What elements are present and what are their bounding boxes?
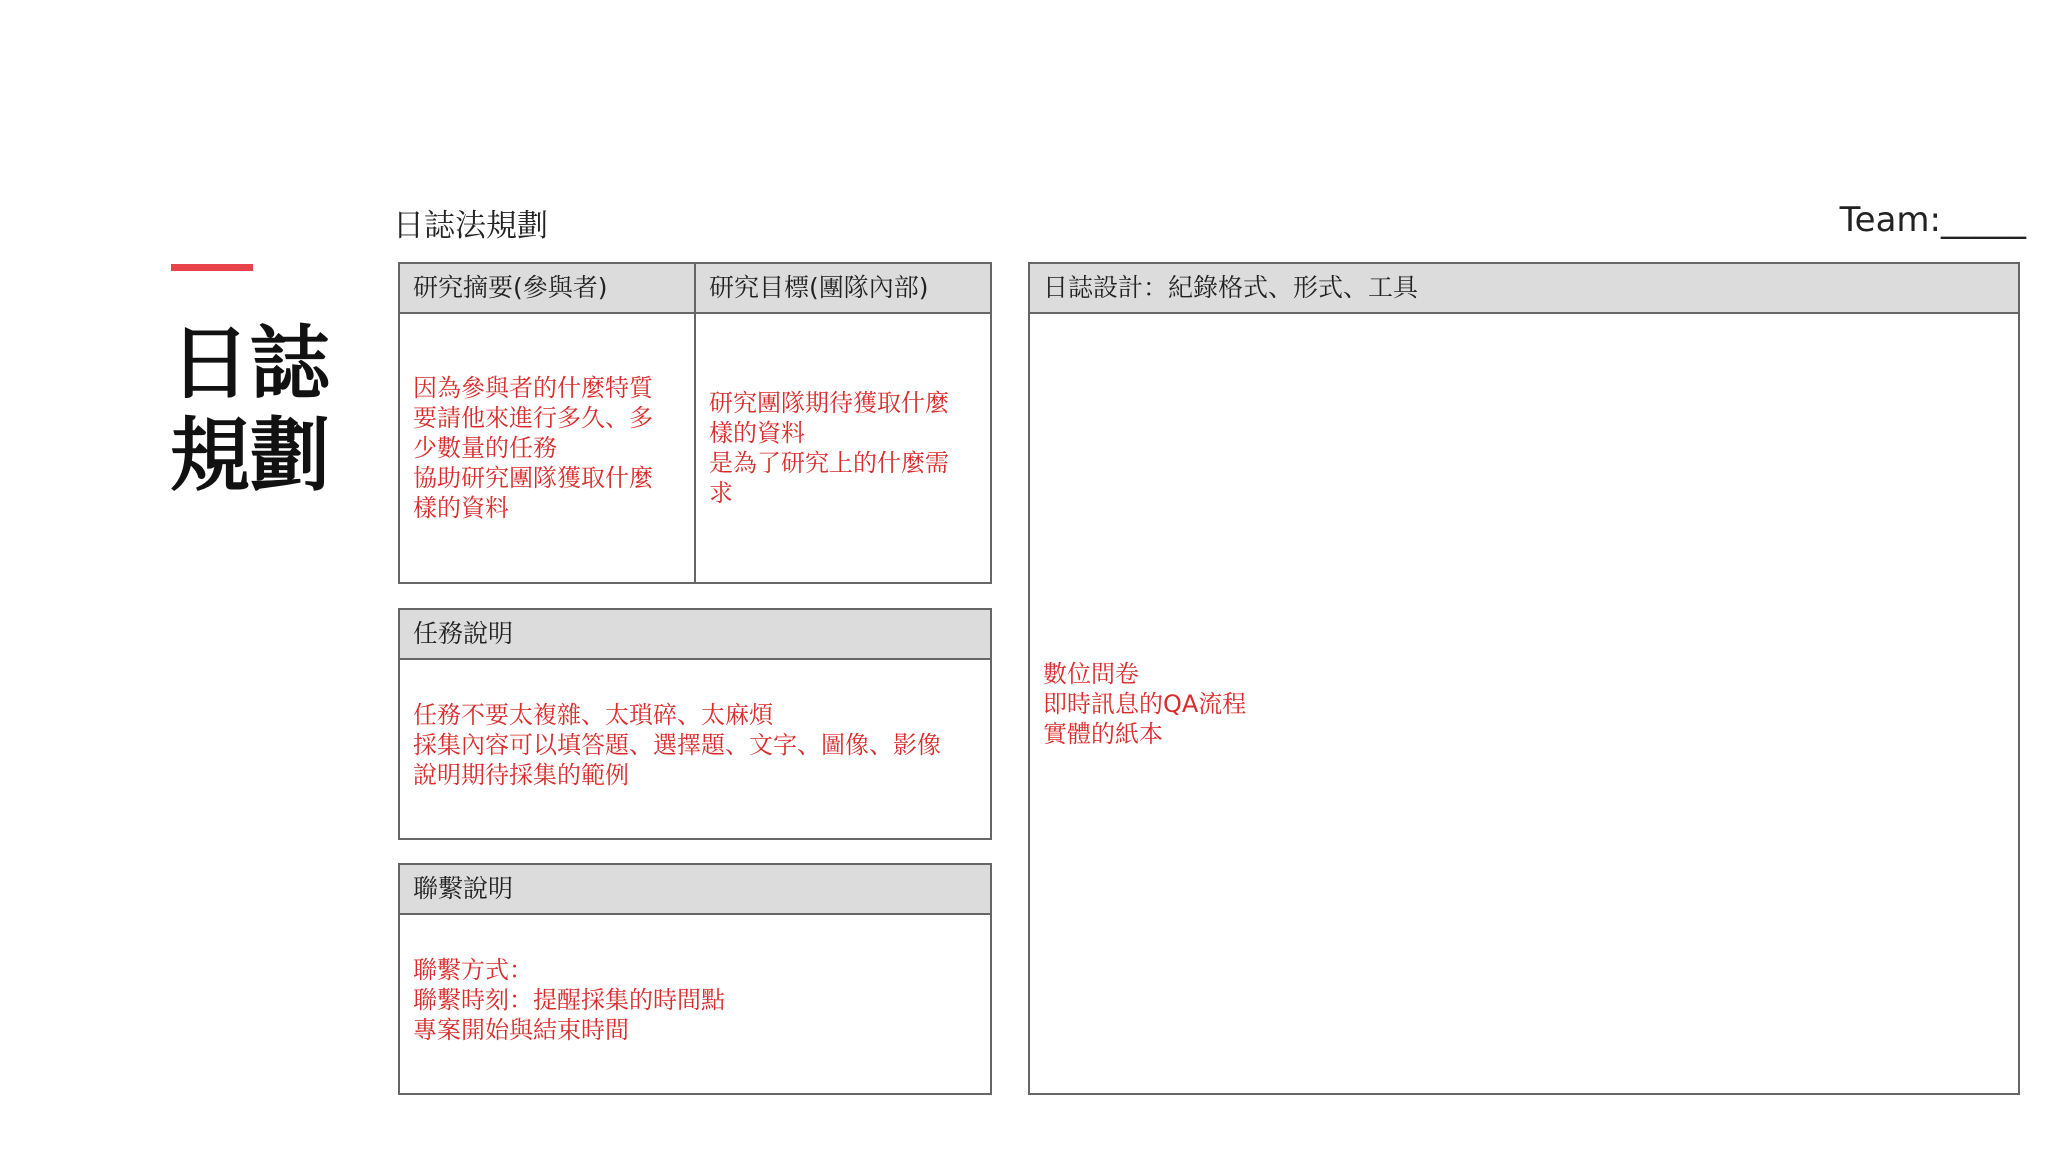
task-description-body xyxy=(400,660,990,790)
research-summary-line: 協助研究團隊獲取什麼 xyxy=(413,464,653,492)
diary-design-box xyxy=(1028,262,2020,1095)
research-goal-header: 研究目標(團隊內部) xyxy=(696,264,990,314)
research-summary-line: 樣的資料 xyxy=(413,494,509,522)
diary-design-body xyxy=(1030,314,2018,1093)
task-description-line: 採集內容可以填答題、選擇題、文字、圖像、影像 xyxy=(413,731,941,759)
team-label: Team:_____ xyxy=(1839,200,2026,240)
research-summary-line: 因為參與者的什麼特質 xyxy=(413,374,653,402)
diary-design-line: 即時訊息的QA流程 xyxy=(1043,689,1247,718)
accent-bar xyxy=(171,264,253,271)
diary-design-line: 數位問卷 xyxy=(1043,659,1139,688)
task-description-box xyxy=(398,608,992,840)
research-goal-line: 樣的資料 xyxy=(709,419,805,447)
research-summary-column xyxy=(400,264,694,582)
research-goal-body xyxy=(696,314,990,582)
research-summary-line: 要請他來進行多久、多 xyxy=(413,404,653,432)
research-goal-line: 研究團隊期待獲取什麼 xyxy=(709,389,949,417)
task-description-line: 任務不要太複雜、太瑣碎、太麻煩 xyxy=(413,701,773,729)
contact-description-header: 聯繫說明 xyxy=(400,865,990,915)
contact-description-box xyxy=(398,863,992,1095)
contact-description-line: 聯繫時刻：提醒採集的時間點 xyxy=(413,986,725,1014)
task-description-line: 說明期待採集的範例 xyxy=(413,761,629,789)
side-title-line-2: 規劃 xyxy=(170,409,330,502)
research-goal-column xyxy=(694,264,990,582)
sheet-title: 日誌法規劃 xyxy=(393,208,548,244)
task-description-header: 任務說明 xyxy=(400,610,990,660)
research-summary-header: 研究摘要(參與者) xyxy=(400,264,694,314)
research-summary-line: 少數量的任務 xyxy=(413,434,557,462)
research-box xyxy=(398,262,992,584)
research-summary-body xyxy=(400,314,694,582)
contact-description-line: 聯繫方式： xyxy=(413,956,533,984)
side-title xyxy=(170,318,370,502)
side-title-line-1: 日誌 xyxy=(170,317,330,410)
contact-description-body xyxy=(400,915,990,1045)
contact-description-line: 專案開始與結束時間 xyxy=(413,1016,629,1044)
research-goal-line: 是為了研究上的什麼需 xyxy=(709,449,949,477)
diary-design-line: 實體的紙本 xyxy=(1043,719,1163,748)
research-goal-line: 求 xyxy=(709,479,733,507)
diary-design-header: 日誌設計：紀錄格式、形式、工具 xyxy=(1030,264,2018,314)
